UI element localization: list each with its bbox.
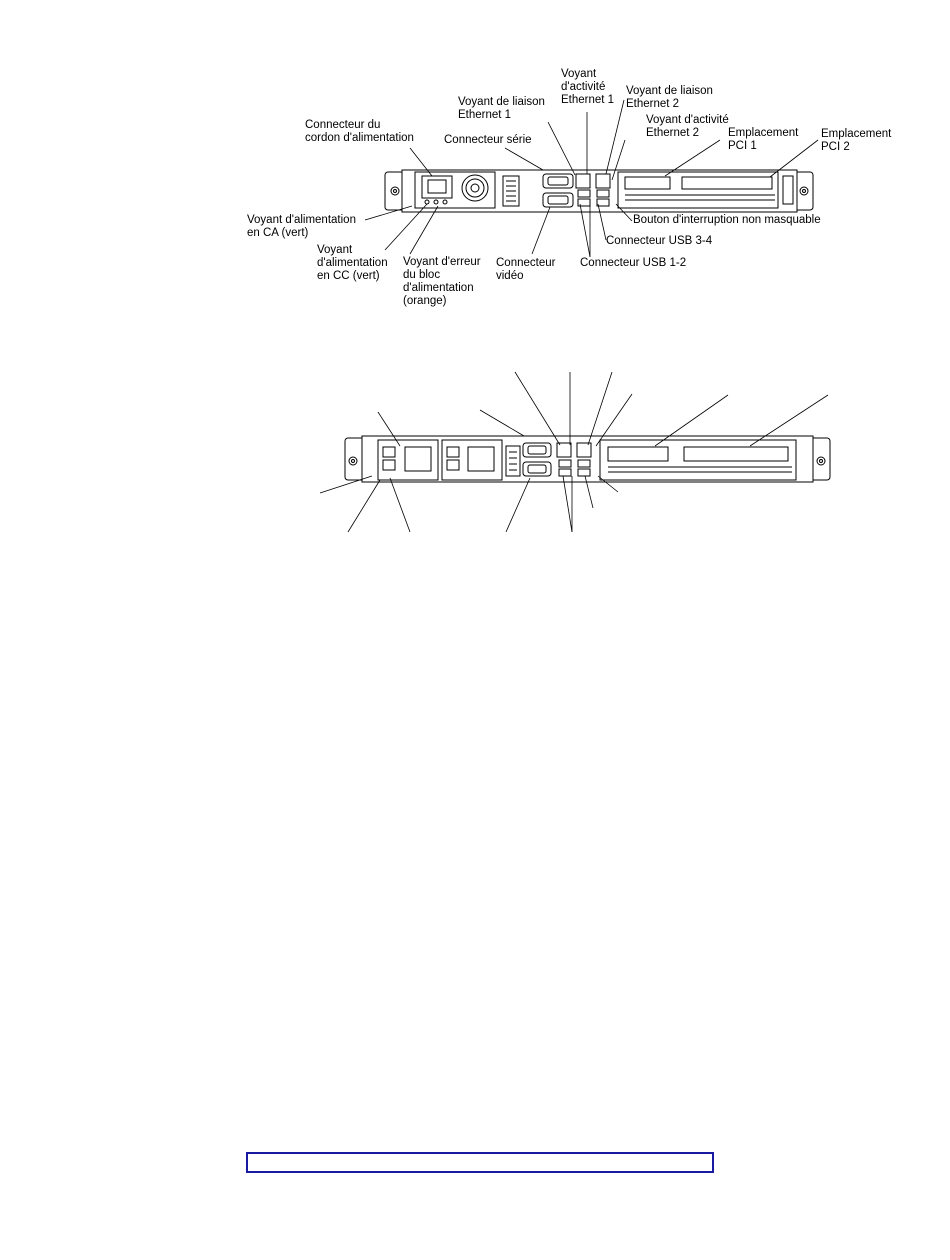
label-connecteur-usb34: Connecteur USB 3-4 bbox=[606, 235, 713, 247]
label-connecteur-video: Connecteur vidéo bbox=[496, 257, 556, 282]
label-voyant-ca: Voyant d'alimentation en CA (vert) bbox=[247, 214, 356, 239]
label-voyant-erreur: Voyant d'erreur du bloc d'alimentation (orange) bbox=[403, 256, 481, 307]
label-connecteur-cordon: Connecteur du cordon d'alimentation bbox=[305, 119, 414, 144]
label-voyant-cc: Voyant d'alimentation en CC (vert) bbox=[317, 244, 388, 282]
label-voyant-liaison-eth2: Voyant de liaison Ethernet 2 bbox=[626, 85, 713, 110]
label-connecteur-serie: Connecteur série bbox=[444, 134, 532, 146]
label-emplacement-pci1: Emplacement PCI 1 bbox=[728, 127, 799, 152]
label-emplacement-pci2: Emplacement PCI 2 bbox=[821, 128, 892, 153]
label-bouton-nmi: Bouton d'interruption non masquable bbox=[633, 214, 821, 226]
label-connecteur-usb12: Connecteur USB 1-2 bbox=[580, 257, 687, 269]
label-voyant-activite-eth1: Voyant d'activité Ethernet 1 bbox=[561, 68, 615, 106]
label-voyant-activite-eth2: Voyant d'activité Ethernet 2 bbox=[646, 114, 729, 139]
label-voyant-liaison-eth1: Voyant de liaison Ethernet 1 bbox=[458, 96, 545, 121]
footer-frame bbox=[246, 1152, 714, 1173]
